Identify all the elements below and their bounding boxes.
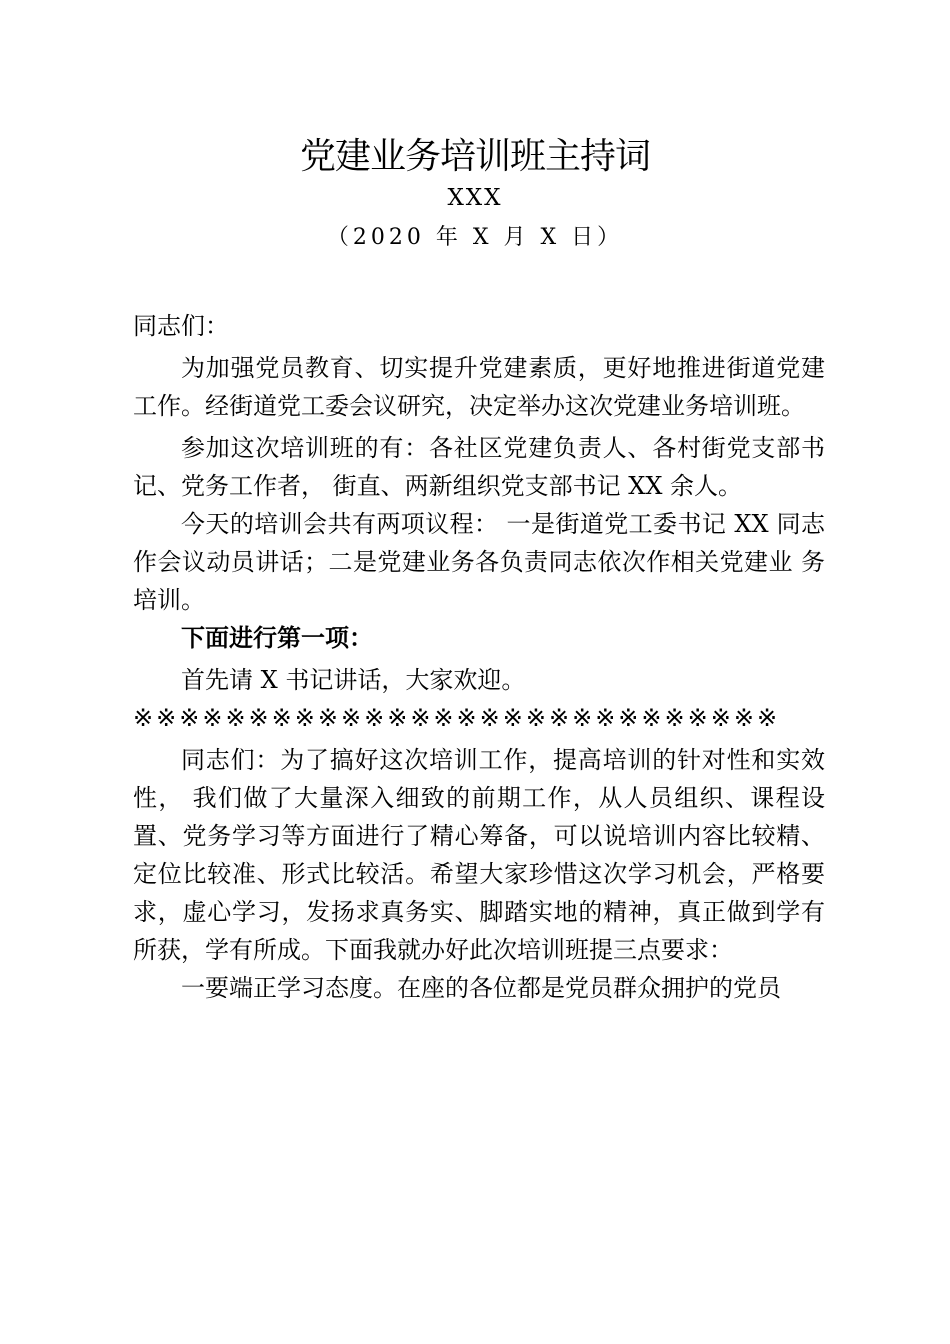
paragraph: 为加强党员教育、切实提升党建素质，更好地推进街道党建工作。经街道党工委会议研究，决定举办这次党建业务培训班。 [133,354,825,420]
item-heading: 下面进行第一项： [181,624,373,652]
document-title: 党建业务培训班主持词 [299,136,650,177]
speech-paragraph: 一要端正学习态度。在座的各位都是党员群众拥护的党员 [181,974,781,1002]
salutation: 同志们： [133,312,229,340]
paragraph: 今天的培训会共有两项议程： 一是街道党工委书记 XX 同志 作会议动员讲话；二是党建业务各负责同志依次作相关党建业 务培训。 [133,510,825,614]
document-author: XXX [447,185,503,211]
document-date: （2020 年 X 月 X 日） [326,225,624,250]
separator-line: ※※※※※※※※※※※※※※※※※※※※※※※※※※※※ [133,704,781,732]
invitation-line: 首先请 X 书记讲话，大家欢迎。 [181,666,526,694]
document-body [133,307,825,1007]
speech-paragraph: 同志们：为了搞好这次培训工作，提高培训的针对性和实效性， 我们做了大量深入细致的前期工作，从人员组织、课程设置、党务学习等方面进行了精心筹备，可以说培训内容比较精、 定位比较准、形式比较活。希望大家珍惜这次学习机会，严格要求，虚心学习，发扬求真务实、脚踏实地的精神，真正做到学有所获，学有所成。下面我就办好此次培训班提三点要求： [133,746,825,964]
paragraph: 参加这次培训班的有：各社区党建负责人、各村街党支部书记、党务工作者， 街直、两新组织党支部书记 XX 余人。 [133,434,825,500]
